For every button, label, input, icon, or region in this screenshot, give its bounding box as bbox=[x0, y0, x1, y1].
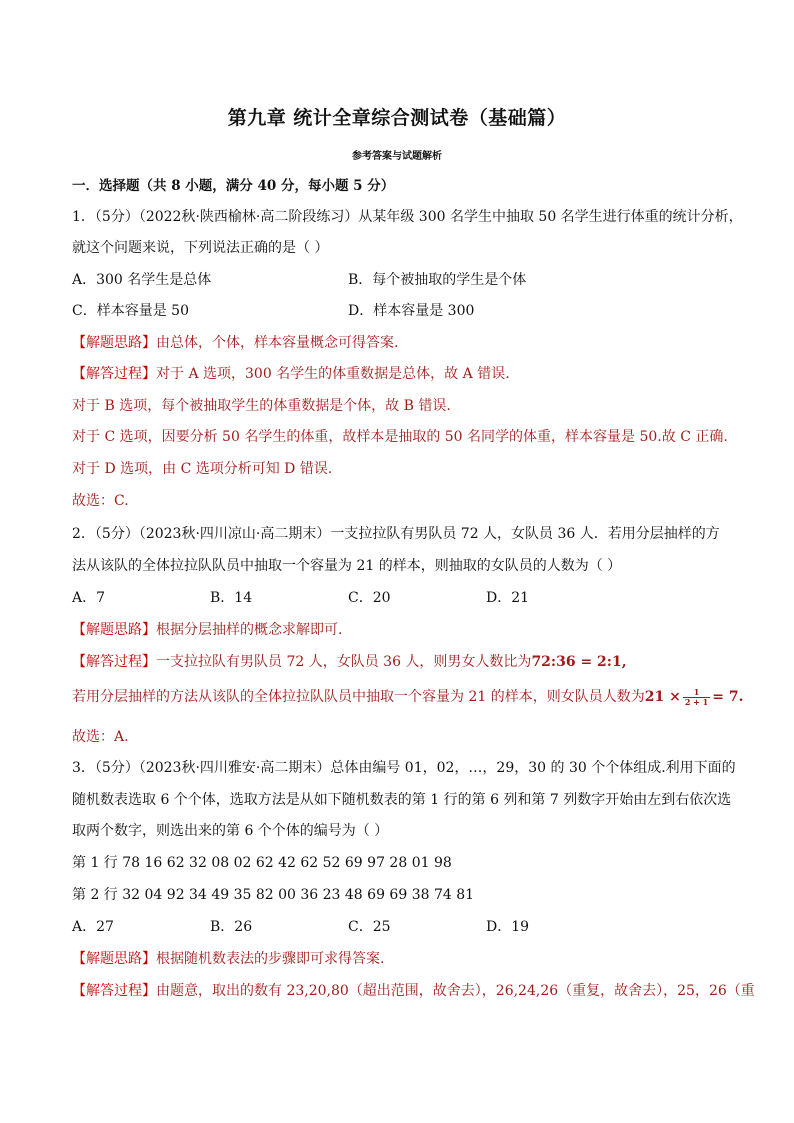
q1-option-b: B．每个被抽取的学生是个体 bbox=[348, 272, 527, 288]
solution-idea-text: 根据分层抽样的概念求解即可. bbox=[156, 622, 343, 638]
solution-idea-text: 由总体，个体，样本容量概念可得答案. bbox=[156, 335, 399, 351]
solution-process-text: 由题意，取出的数有 23,20,80（超出范围，故舍去），26,24,26（重复，故舍去），25，26（重 bbox=[156, 983, 755, 999]
q2-option-c: C．20 bbox=[348, 590, 391, 606]
solution-process-tag: 【解答过程】 bbox=[72, 983, 156, 999]
page-subtitle: 参考答案与试题解析 bbox=[352, 151, 442, 162]
q1-process-line2: 对于 B 选项，每个被抽取学生的体重数据是个体，故 B 错误. bbox=[72, 398, 451, 414]
q3-random-table-row2: 第 2 行 32 04 92 34 49 35 82 00 36 23 48 69 69 38 74 81 bbox=[72, 887, 475, 903]
solution-idea-text: 根据随机数表法的步骤即可求得答案. bbox=[156, 951, 385, 967]
q2-option-d: D．21 bbox=[486, 590, 530, 606]
solution-idea-tag: 【解题思路】 bbox=[72, 951, 156, 967]
fraction bbox=[683, 688, 710, 707]
q1-stem-line2: 就这个问题来说，下列说法正确的是（ ） bbox=[72, 240, 329, 256]
section-heading: 一．选择题（共 8 小题，满分 40 分，每小题 5 分） bbox=[72, 178, 395, 194]
q1-option-a: A．300 名学生是总体 bbox=[72, 272, 212, 288]
q1-solution-idea bbox=[72, 333, 398, 353]
solution-process-tag: 【解答过程】 bbox=[72, 654, 156, 670]
q3-stem-line3: 取两个数字，则选出来的第 6 个个体的编号为（ ） bbox=[72, 823, 389, 839]
q3-solution-idea bbox=[72, 949, 384, 969]
q1-answer: 故选：C. bbox=[72, 493, 129, 509]
q1-option-c: C．样本容量是 50 bbox=[72, 303, 189, 319]
count-formula-b: = 7. bbox=[712, 689, 744, 705]
q2-stem-line1: 2．（5分）（2023秋·四川凉山·高二期末）一支拉拉队有男队员 72 人，女队员 36 人．若用分层抽样的方 bbox=[72, 526, 720, 542]
q2-answer: 故选：A. bbox=[72, 729, 129, 745]
q3-option-d: D．19 bbox=[486, 919, 530, 935]
process-line2-text: 若用分层抽样的方法从该队的全体拉拉队队员中抽取一个容量为 21 的样本，则女队员人数为 bbox=[72, 689, 645, 705]
count-formula-a: 21 × bbox=[644, 689, 681, 705]
solution-idea-tag: 【解题思路】 bbox=[72, 335, 156, 351]
q3-option-c: C．25 bbox=[348, 919, 391, 935]
page-title: 第九章 统计全章综合测试卷（基础篇） bbox=[227, 107, 567, 129]
q3-random-table-row1: 第 1 行 78 16 62 32 08 02 62 42 62 52 69 97 28 01 98 bbox=[72, 855, 452, 871]
q2-option-b: B．14 bbox=[210, 590, 253, 606]
q1-solution-process bbox=[72, 364, 510, 384]
fraction-numerator: 1 bbox=[683, 688, 710, 698]
q2-process-line2 bbox=[72, 687, 743, 707]
solution-process-text: 对于 A 选项，300 名学生的体重数据是总体，故 A 错误. bbox=[156, 366, 510, 382]
solution-process-tag: 【解答过程】 bbox=[72, 366, 156, 382]
q1-process-line3: 对于 C 选项，因要分析 50 名学生的体重，故样本是抽取的 50 名同学的体重，样本容量是 50.故 C 正确. bbox=[72, 429, 728, 445]
q3-stem-line1: 3．（5分）（2023秋·四川雅安·高二期末）总体由编号 01，02，…，29，30 的 30 个个体组成.利用下面的 bbox=[72, 760, 736, 776]
solution-process-text: 一支拉拉队有男队员 72 人，女队员 36 人，则男女人数比为 bbox=[156, 654, 532, 670]
q2-solution-process bbox=[72, 652, 627, 672]
q2-solution-idea bbox=[72, 620, 342, 640]
q3-option-a: A．27 bbox=[72, 919, 114, 935]
fraction-denominator: 2 + 1 bbox=[684, 696, 709, 707]
q3-option-b: B．26 bbox=[210, 919, 253, 935]
q1-process-line4: 对于 D 选项，由 C 选项分析可知 D 错误. bbox=[72, 461, 333, 477]
ratio-formula: 72:36 = 2:1, bbox=[531, 654, 627, 670]
solution-idea-tag: 【解题思路】 bbox=[72, 622, 156, 638]
q2-stem-line2: 法从该队的全体拉拉队队员中抽取一个容量为 21 的样本，则抽取的女队员的人数为（ ） bbox=[72, 558, 622, 574]
q1-stem-line1: 1．（5分）（2022秋·陕西榆林·高二阶段练习）从某年级 300 名学生中抽取 50 名学生进行体重的统计分析， bbox=[72, 209, 743, 225]
q3-solution-process bbox=[72, 981, 755, 1001]
q2-option-a: A．7 bbox=[72, 590, 106, 606]
q1-option-d: D．样本容量是 300 bbox=[348, 303, 475, 319]
q3-stem-line2: 随机数表选取 6 个个体，选取方法是从如下随机数表的第 1 行的第 6 列和第 7 列数字开始由左到右依次选 bbox=[72, 792, 732, 808]
